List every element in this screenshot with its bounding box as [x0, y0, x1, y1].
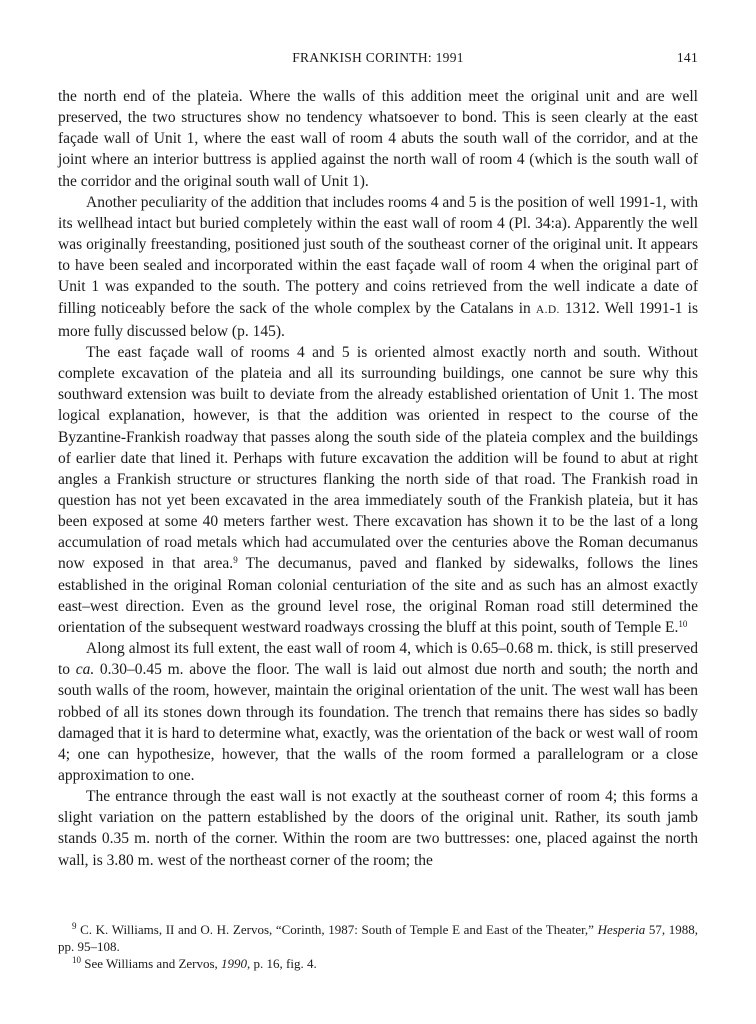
footnote-number: 9 [72, 921, 77, 931]
footnotes [58, 921, 698, 972]
footnote [58, 955, 698, 972]
paragraph [58, 192, 698, 342]
paragraph-text: the north end of the plateia. Where the walls of this addition meet the original unit and are well preserved, the two structures show no tendency whatsoever to bond. This is seen clearly at the east façade wall of Unit 1, where the east wall of room 4 abuts the south wall of the corridor, and at the joint where an interior buttress is applied against the north wall of room 4 (which is the south wall of the corridor and the original south wall of Unit 1). [58, 88, 698, 190]
paragraph-text: The east façade wall of rooms 4 and 5 is oriented almost exactly north and south. Without complete excavation of the plateia and all its surrounding buildings, one cannot be sure why this southward extension was built to deviate from the already established orientation of Unit 1. The most logical explanation, however, is that the addition was oriented in respect to the course of the Byzantine-Frankish roadway that passes along the south side of the plateia complex and the buildings of earlier date that lined it. Perhaps with future excavation the addition will be found to abut at right angles a Frankish structure or structures flanking the north side of that road. The Frankish road in question has not yet been excavated in the area immediately south of the Frankish plateia, but it has been exposed at some 40 meters farther west. There excavation has shown it to be the last of a long accumulation of road metals which had accumulated over the centuries above the Roman decumanus now exposed in that area. [58, 343, 698, 573]
paragraph-text: The entrance through the east wall is not exactly at the southeast corner of room 4; this forms a slight variation on the pattern established by the doors of the original unit. Rather, its south jamb stands 0.35 m. north of the corner. Within the room are two buttresses: one, placed against the north wall, is 3.80 m. west of the northeast corner of the room; the [58, 788, 698, 869]
paragraph-text: 1312. Well 1991-1 is more fully discussed below (p. 145). [58, 299, 698, 340]
footnote-text: 57, 1988, pp. 95–108. [58, 922, 698, 954]
footnote [58, 921, 698, 955]
footnote-ref[interactable]: 10 [678, 618, 688, 629]
body-text [58, 86, 698, 871]
footnote-text: See Williams and Zervos, [81, 956, 222, 971]
circa-abbreviation: ca. [75, 661, 95, 679]
footnote-ref[interactable]: 9 [233, 555, 238, 566]
paragraph [58, 638, 698, 786]
paragraph-text: The decumanus, paved and flanked by sidewalks, follows the lines established in the original Roman colonial centuriation of the site and as such has an almost exactly east–west direction. Even as the ground level rose, the original Roman road still determined the orientation of the subsequent westward roadways crossing the bluff at this point, south of Temple E. [58, 555, 698, 636]
running-title: FRANKISH CORINTH: 1991 [292, 50, 464, 65]
journal-title: Hesperia [597, 922, 646, 937]
page-number: 141 [676, 50, 698, 65]
paragraph-text: Along almost its full extent, the east wall of room 4, which is 0.65–0.68 m. thick, is still preserved to [58, 640, 698, 679]
paragraph [58, 342, 698, 638]
footnote-text: , p. 16, fig. 4. [247, 956, 317, 971]
paragraph-continued [58, 86, 698, 192]
era-abbreviation: A.D. [535, 303, 560, 316]
footnote-number: 10 [72, 955, 81, 965]
footnote-text: C. K. Williams, II and O. H. Zervos, “Corinth, 1987: South of Temple E and East of the Theater,” [76, 922, 598, 937]
paragraph-text: Another peculiarity of the addition that includes rooms 4 and 5 is the position of well 1991-1, with its wellhead intact but buried completely within the east wall of room 4 (Pl. 34:a). Apparently the well was originally freestanding, positioned just south of the southeast corner of the original unit. It appears to have been sealed and incorporated within the east façade wall of room 4 when the original part of Unit 1 was expanded to the south. The pottery and coins retrieved from the well indicate a date of filling noticeably before the sack of the whole complex by the Catalans in [58, 193, 698, 317]
paragraph-text: 0.30–0.45 m. above the floor. The wall is laid out almost due north and south; the north and south walls of the room, however, maintain the original orientation of the unit. The west wall has been robbed of all its stones down through its foundation. The trench that remains there has sides so badly damaged that it is hard to determine what, exactly, was the orientation of the back or west wall of room 4; one can hypothesize, however, that the walls of the room formed a parallelogram or a close approximation to one. [58, 661, 698, 784]
running-head [58, 50, 698, 70]
paragraph [58, 786, 698, 871]
cited-year: 1990 [221, 956, 248, 971]
